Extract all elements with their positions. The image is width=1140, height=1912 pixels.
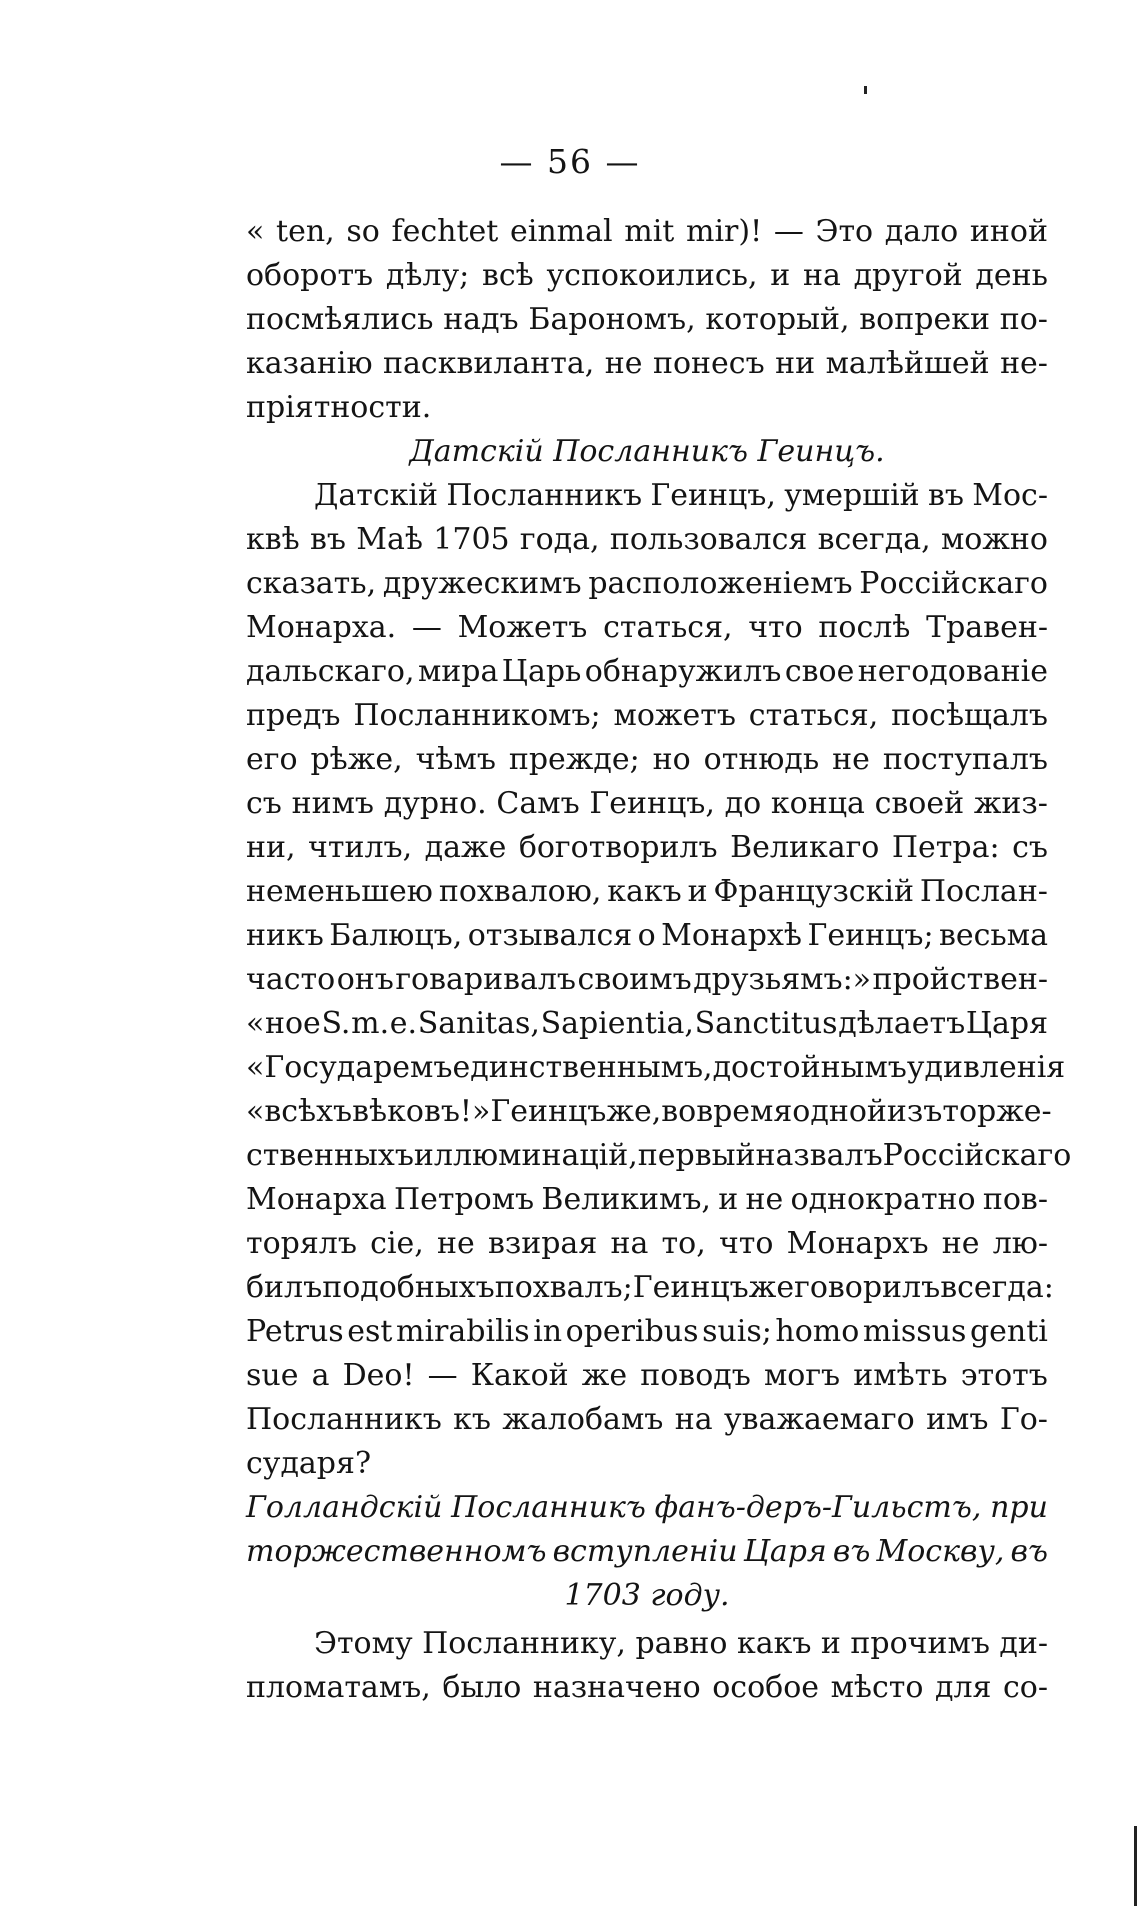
text-line: никъ Балюцъ, отзывался о Монархѣ Геинцъ; весьма: [246, 918, 1048, 953]
page-number: — 56 —: [499, 142, 641, 181]
section-heading-danish-envoy: Датскій Посланникъ Геинцъ.: [409, 434, 885, 469]
text-line: часто онъ говаривалъ своимъ друзьямъ:» пройствен-: [246, 962, 1048, 997]
text-line: посмѣялись надъ Барономъ, который, вопреки по-: [246, 302, 1048, 337]
text-line: ственныхъ иллюминацій, первый назвалъ Россійскаго: [246, 1138, 1072, 1173]
text-line: Монарха. — Можетъ статься, что послѣ Травен-: [246, 610, 1048, 645]
text-line: торялъ сіе, не взирая на то, что Монархъ не лю-: [246, 1226, 1048, 1261]
text-line: съ нимъ дурно. Самъ Геинцъ, до конца своей жиз-: [246, 786, 1048, 821]
text-line: билъ подобныхъ похвалъ; Геинцъ же говорилъ всегда:: [246, 1270, 1054, 1305]
text-line: Посланникъ къ жалобамъ на уважаемаго имъ Го-: [246, 1402, 1048, 1437]
text-line: сказать, дружескимъ расположеніемъ Россійскаго: [246, 566, 1048, 601]
text-line: сударя?: [246, 1446, 372, 1481]
text-line: « Государемъ единственнымъ, достойнымъ удивленія: [246, 1050, 1066, 1085]
text-line: Этому Посланнику, равно какъ и прочимъ ди-: [314, 1626, 1048, 1661]
text-line: Датскій Посланникъ Геинцъ, умершій въ Мос-: [314, 478, 1048, 513]
text-line: «всѣхъ вѣковъ!» Геинцъ же, во время одной изъ торже-: [246, 1094, 1052, 1129]
text-line: неменьшею похвалою, какъ и Французскій Послан-: [246, 874, 1048, 909]
text-line: Petrus est mirabilis in operibus suis; homo missus genti: [246, 1314, 1048, 1349]
text-line: оборотъ дѣлу; всѣ успокоились, и на другой день: [246, 258, 1048, 293]
text-line: дальскаго, мира Царь обнаружилъ свое негодованіе: [246, 654, 1048, 689]
text-line: sue a Deo! — Какой же поводъ могъ имѣть этотъ: [246, 1358, 1048, 1393]
scan-speck: [864, 86, 867, 94]
text-line: пріятности.: [246, 390, 432, 425]
page-body: [246, 210, 1072, 1710]
text-line: « ten, so fechtet einmal mit mir)! — Это дало иной: [246, 214, 1048, 249]
section-heading-dutch-envoy: Голландскій Посланникъ фанъ-деръ-Гильстъ, при: [246, 1490, 1048, 1525]
section-heading-dutch-envoy-year: 1703 году.: [564, 1578, 730, 1613]
text-line: его рѣже, чѣмъ прежде; но отнюдь не поступалъ: [246, 742, 1048, 777]
text-line: квѣ въ Маѣ 1705 года, пользовался всегда, можно: [246, 522, 1048, 557]
text-line: ни, чтилъ, даже боготворилъ Великаго Петра: съ: [246, 830, 1048, 865]
text-line: казанію пасквиланта, не понесъ ни малѣйшей не-: [246, 346, 1048, 381]
text-line: предъ Посланникомъ; можетъ статься, посѣщалъ: [246, 698, 1048, 733]
scan-edge-line: [1134, 1826, 1137, 1906]
text-line: пломатамъ, было назначено особое мѣсто для со-: [246, 1670, 1048, 1705]
text-line: Монарха Петромъ Великимъ, и не однократно пов-: [246, 1182, 1048, 1217]
section-heading-dutch-envoy-cont: торжественномъ вступленіи Царя въ Москву, въ: [246, 1534, 1048, 1569]
text-line: « ное S. m. e. Sanitas, Sapientia, Sanctitus дѣлаетъ Царя: [246, 1006, 1048, 1041]
